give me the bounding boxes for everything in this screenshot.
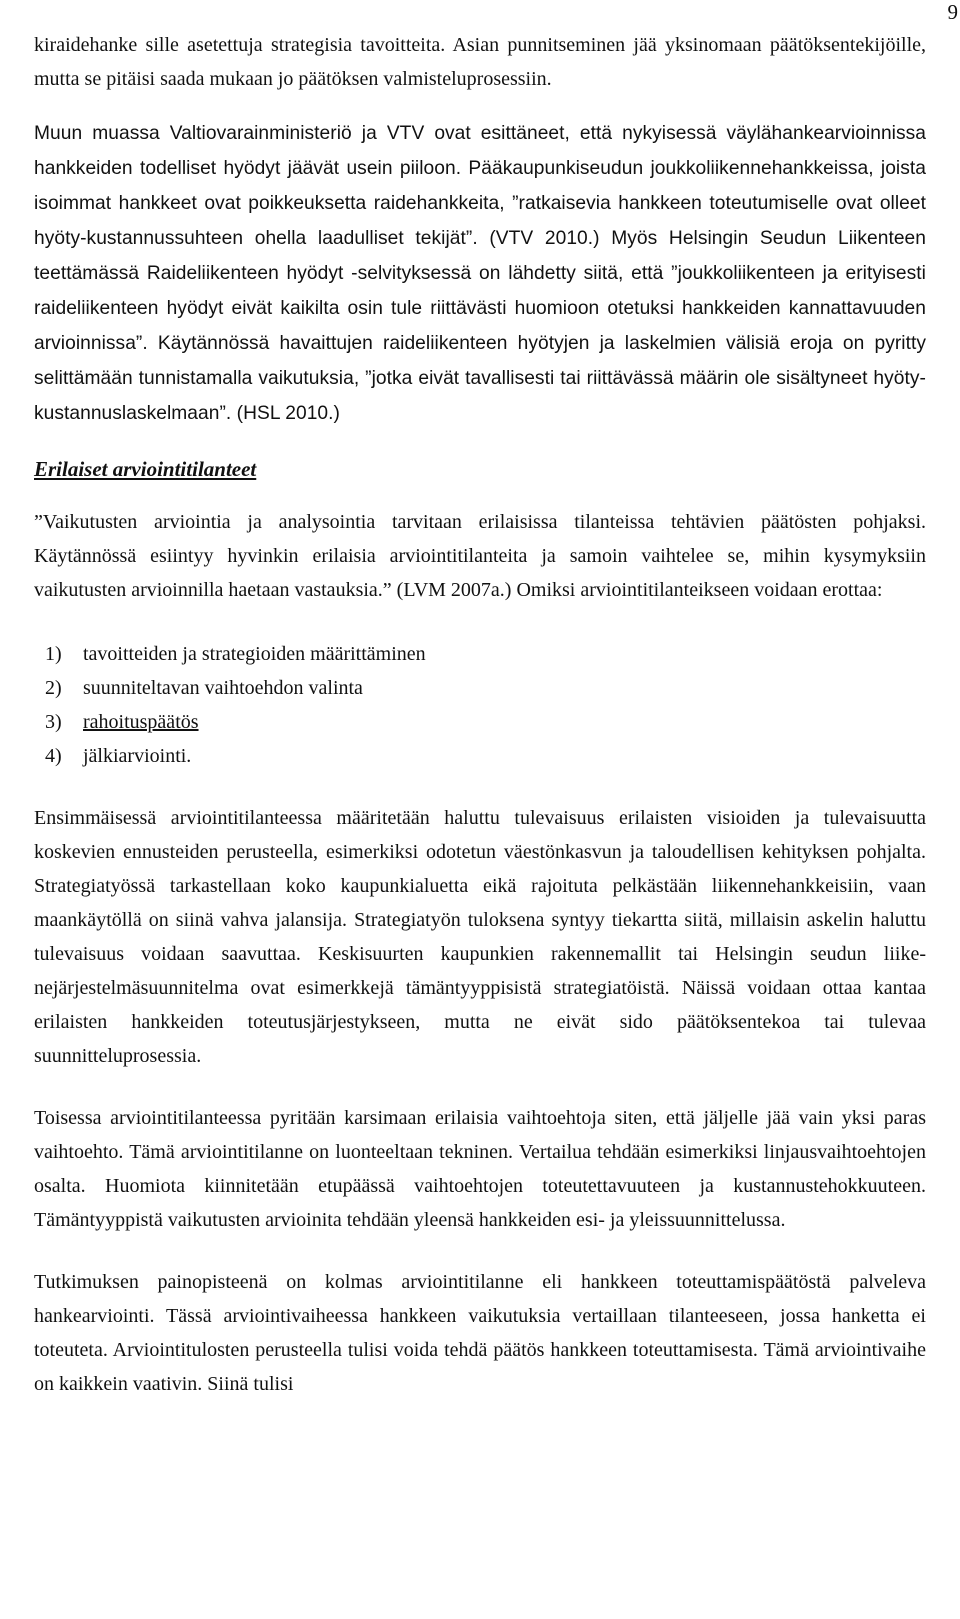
paragraph-2-continuation: Pääkaupunkiseudun joukkoliikennehankkeissa, joista isoimmat hankkeet ovat poikkeuksetta raidehankkeita, ”ratkaisevia hankkeen toteutumiselle ovat olleet hyöty-kustannussuhteen ohella laadulliset tekijät”. (VTV 2010.) Myös Helsingin Seudun Liikenteen teettämässä Raideliikenteen hyödyt -selvityksessä on lähdetty siitä, että ”joukkoliikenteen ja erityisesti raideliikenteen hyödyt eivät kaikilta osin tule riittävästi huomioon otetuksi hankkeiden kannattavuuden arvioinnissa”. Käytännössä havaittujen raideliikenteen hyötyjen ja laskelmien välisiä eroja on pyritty selittämään tunnistamalla vaikutuksia, ”jotka eivät tavallisesti tai riittävässä määrin ole sisältyneet hyöty-kustannuslaskelmaan”. (HSL 2010.): [34, 158, 926, 424]
list-item-number: 4): [45, 745, 62, 767]
paragraph-6: Tutkimuksen painopisteenä on kolmas arviointitilanne eli hankkeen toteuttamispäätöstä palveleva hankearviointi. Tässä arviointivaiheessa hankkeen vaikutuksia vertaillaan tilanteeseen, jossa hanketta ei toteuteta. Arviointitulosten perusteella tulisi voida tehdä päätös hankkeen toteuttamisesta. Tämä arviointivaihe on kaikkein vaativin. Siinä tulisi: [34, 1271, 926, 1395]
list-item-text: suunniteltavan vaihtoehdon valinta: [83, 677, 363, 699]
page-number: 9: [947, 0, 958, 24]
list-item: [45, 739, 926, 773]
list-item-text-underlined: rahoituspäätös: [83, 711, 199, 733]
list-item: [45, 637, 926, 671]
document-body: [34, 28, 926, 1401]
paragraph-1: kiraidehanke sille asetettuja strategisia tavoitteita. Asian punnitseminen jää yksinomaan päätöksentekijöille, mutta se pitäisi saada mukaan jo päätöksen valmisteluprosessiin.: [34, 34, 926, 90]
list-item-text: tavoitteiden ja strategioiden määrittäminen: [83, 643, 426, 665]
assessment-list: [34, 637, 926, 773]
list-item-number: 2): [45, 677, 62, 699]
paragraph-2: [34, 116, 926, 431]
list-item-number: 1): [45, 643, 62, 665]
list-item-text: jälkiarviointi.: [83, 745, 192, 767]
list-item: [45, 671, 926, 705]
paragraph-5: Toisessa arviointitilanteessa pyritään karsimaan erilaisia vaihtoehtoja siten, että jäljelle jää vain yksi paras vaihtoehto. Tämä arviointitilanne on luonteeltaan tekninen. Vertailua tehdään esimerkiksi linjausvaihtoehtojen osalta. Huomiota kiinnitetään etupäässä vaihtoehtojen toteutettavuuteen ja kustannustehokkuuteen. Tämäntyyppistä vaikutusten arvioinita tehdään yleensä hankkeiden esi- ja yleissuunnittelussa.: [34, 1107, 926, 1231]
paragraph-2-sans-run: Muun muassa Valtiovarainministeriö ja VTV ovat esittäneet, että nykyisessä väylähankearvioinnissa hankkeiden todelliset hyödyt jäävät usein piiloon.: [34, 123, 926, 179]
list-item: [45, 705, 926, 739]
paragraph-4: Ensimmäisessä arviointitilanteessa määritetään haluttu tulevaisuus erilaisten visioiden ja tulevaisuutta koskevien ennusteiden perusteella, esimerkiksi odotetun väestönkasvun ja taloudellisen kehityksen pohjalta. Strategiatyössä tarkastellaan koko kaupunkialuetta eikä rajoituta pelkästään liikennehankkeisiin, vaan maankäytöllä on siinä vahva jalansija. Strategiatyön tuloksena syntyy tiekartta siitä, millaisin askelin haluttu tulevaisuus voidaan saavuttaa. Keskisuurten kaupunkien rakennemallit tai Helsingin seudun liikenejärjestelmäsuunnitelma ovat esimerkkejä tämäntyyppisistä strategiatöistä. Näissä voidaan ottaa kantaa erilaisten hankkeiden toteutusjärjestykseen, mutta ne eivät sido päätöksentekoa tai tulevaa suunnitteluprosessia.: [34, 807, 926, 1067]
list-item-number: 3): [45, 711, 62, 733]
section-heading: Erilaiset arviointitilanteet: [34, 457, 257, 481]
paragraph-3: ”Vaikutusten arviointia ja analysointia tarvitaan erilaisissa tilanteissa tehtävien päätösten pohjaksi. Käytännössä esiintyy hyvinkin erilaisia arviointitilanteita ja samoin vaihtelee se, mihin kysymyksiin vaikutusten arvioinnilla haetaan vastauksia.” (LVM 2007a.) Omiksi arviointitilanteikseen voidaan erottaa:: [34, 511, 926, 601]
